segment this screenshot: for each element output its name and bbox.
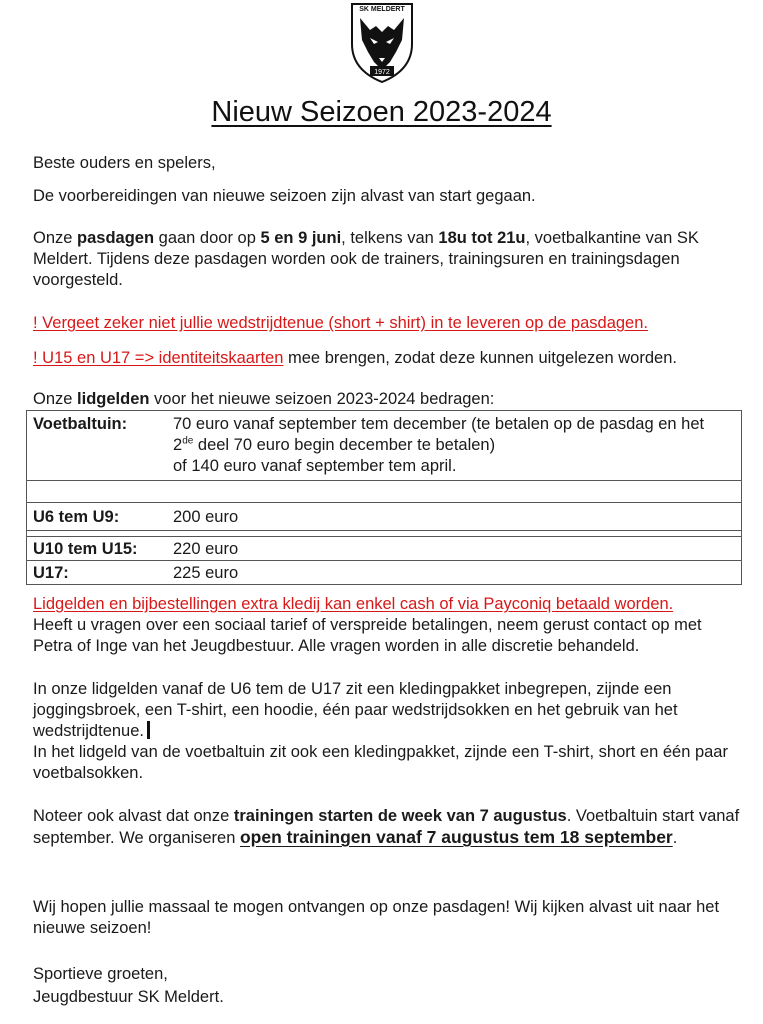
fee-label: U17: <box>27 561 168 585</box>
fee-value: 220 euro <box>167 537 742 561</box>
social-paragraph: Heeft u vragen over een sociaal tarief of verspreide betalingen, neem gerust contact op met Petra of Inge van het Jeugdbestuur. Alle vragen worden in alle discretie behandeld. <box>33 616 702 655</box>
kit-voetbaltuin-paragraph: In het lidgeld van de voetbaltuin zit ook een kledingpakket, zijnde een T-shirt, short en één paar voetbalsokken. <box>33 743 728 782</box>
text-cursor <box>147 721 150 739</box>
table-row <box>27 537 742 561</box>
intro-paragraph: De voorbereidingen van nieuwe seizoen zijn alvast van start gegaan. <box>33 187 536 205</box>
hope-paragraph: Wij hopen jullie massaal te mogen ontvangen op onze pasdagen! Wij kijken alvast uit naar het nieuwe seizoen! <box>33 898 720 937</box>
table-row <box>27 503 742 531</box>
pasdagen-paragraph: Onze pasdagen gaan door op 5 en 9 juni, telkens van 18u tot 21u, voetbalkantine van SK Meldert. Tijdens deze pasdagen worden ook de trainers, trainingsuren en trainingsdagen voorgesteld. <box>33 229 699 289</box>
table-row <box>27 481 742 503</box>
logo-year: 1972 <box>374 69 390 76</box>
table-row <box>27 561 742 585</box>
fee-label: U10 tem U15: <box>27 537 168 561</box>
table-row <box>27 411 742 481</box>
closing-greeting: Sportieve groeten, <box>33 965 168 983</box>
tenue-warning: ! Vergeet zeker niet jullie wedstrijdtenue (short + shirt) in te leveren op de pasdagen. <box>33 314 648 332</box>
training-paragraph: Noteer ook alvast dat onze trainingen starten de week van 7 augustus. Voetbaltuin start vanaf september. We organiseren open trainingen vanaf 7 augustus tem 18 september. <box>33 807 740 847</box>
club-logo <box>346 0 418 84</box>
fee-label: Voetbaltuin: <box>27 411 168 481</box>
payment-note: Lidgelden en bijbestellingen extra kledij kan enkel cash of via Payconiq betaald worden. <box>33 595 674 613</box>
fee-value: 225 euro <box>167 561 742 585</box>
fee-value: 200 euro <box>167 503 742 531</box>
page-title: Nieuw Seizoen 2023-2024 <box>211 96 552 128</box>
fees-table <box>26 410 742 585</box>
fee-label: U6 tem U9: <box>27 503 168 531</box>
kit-paragraph: In onze lidgelden vanaf de U6 tem de U17 zit een kledingpakket inbegrepen, zijnde een joggingsbroek, een T-shirt, een hoodie, één paar wedstrijdsokken en het gebruik van het wedstrijdtenue. <box>33 680 678 740</box>
logo-club-name: SK MELDERT <box>359 6 405 13</box>
fees-intro: Onze lidgelden voor het nieuwe seizoen 2023-2024 bedragen: <box>33 390 495 408</box>
greeting: Beste ouders en spelers, <box>33 154 216 172</box>
id-cards-paragraph: ! U15 en U17 => identiteitskaarten mee brengen, zodat deze kunnen uitgelezen worden. <box>33 349 677 367</box>
fee-value: 70 euro vanaf september tem december (te betalen op de pasdag en het 2de deel 70 euro begin december te betalen) of 140 euro vanaf september tem april. <box>167 411 742 481</box>
closing-signature: Jeugdbestuur SK Meldert. <box>33 988 224 1006</box>
